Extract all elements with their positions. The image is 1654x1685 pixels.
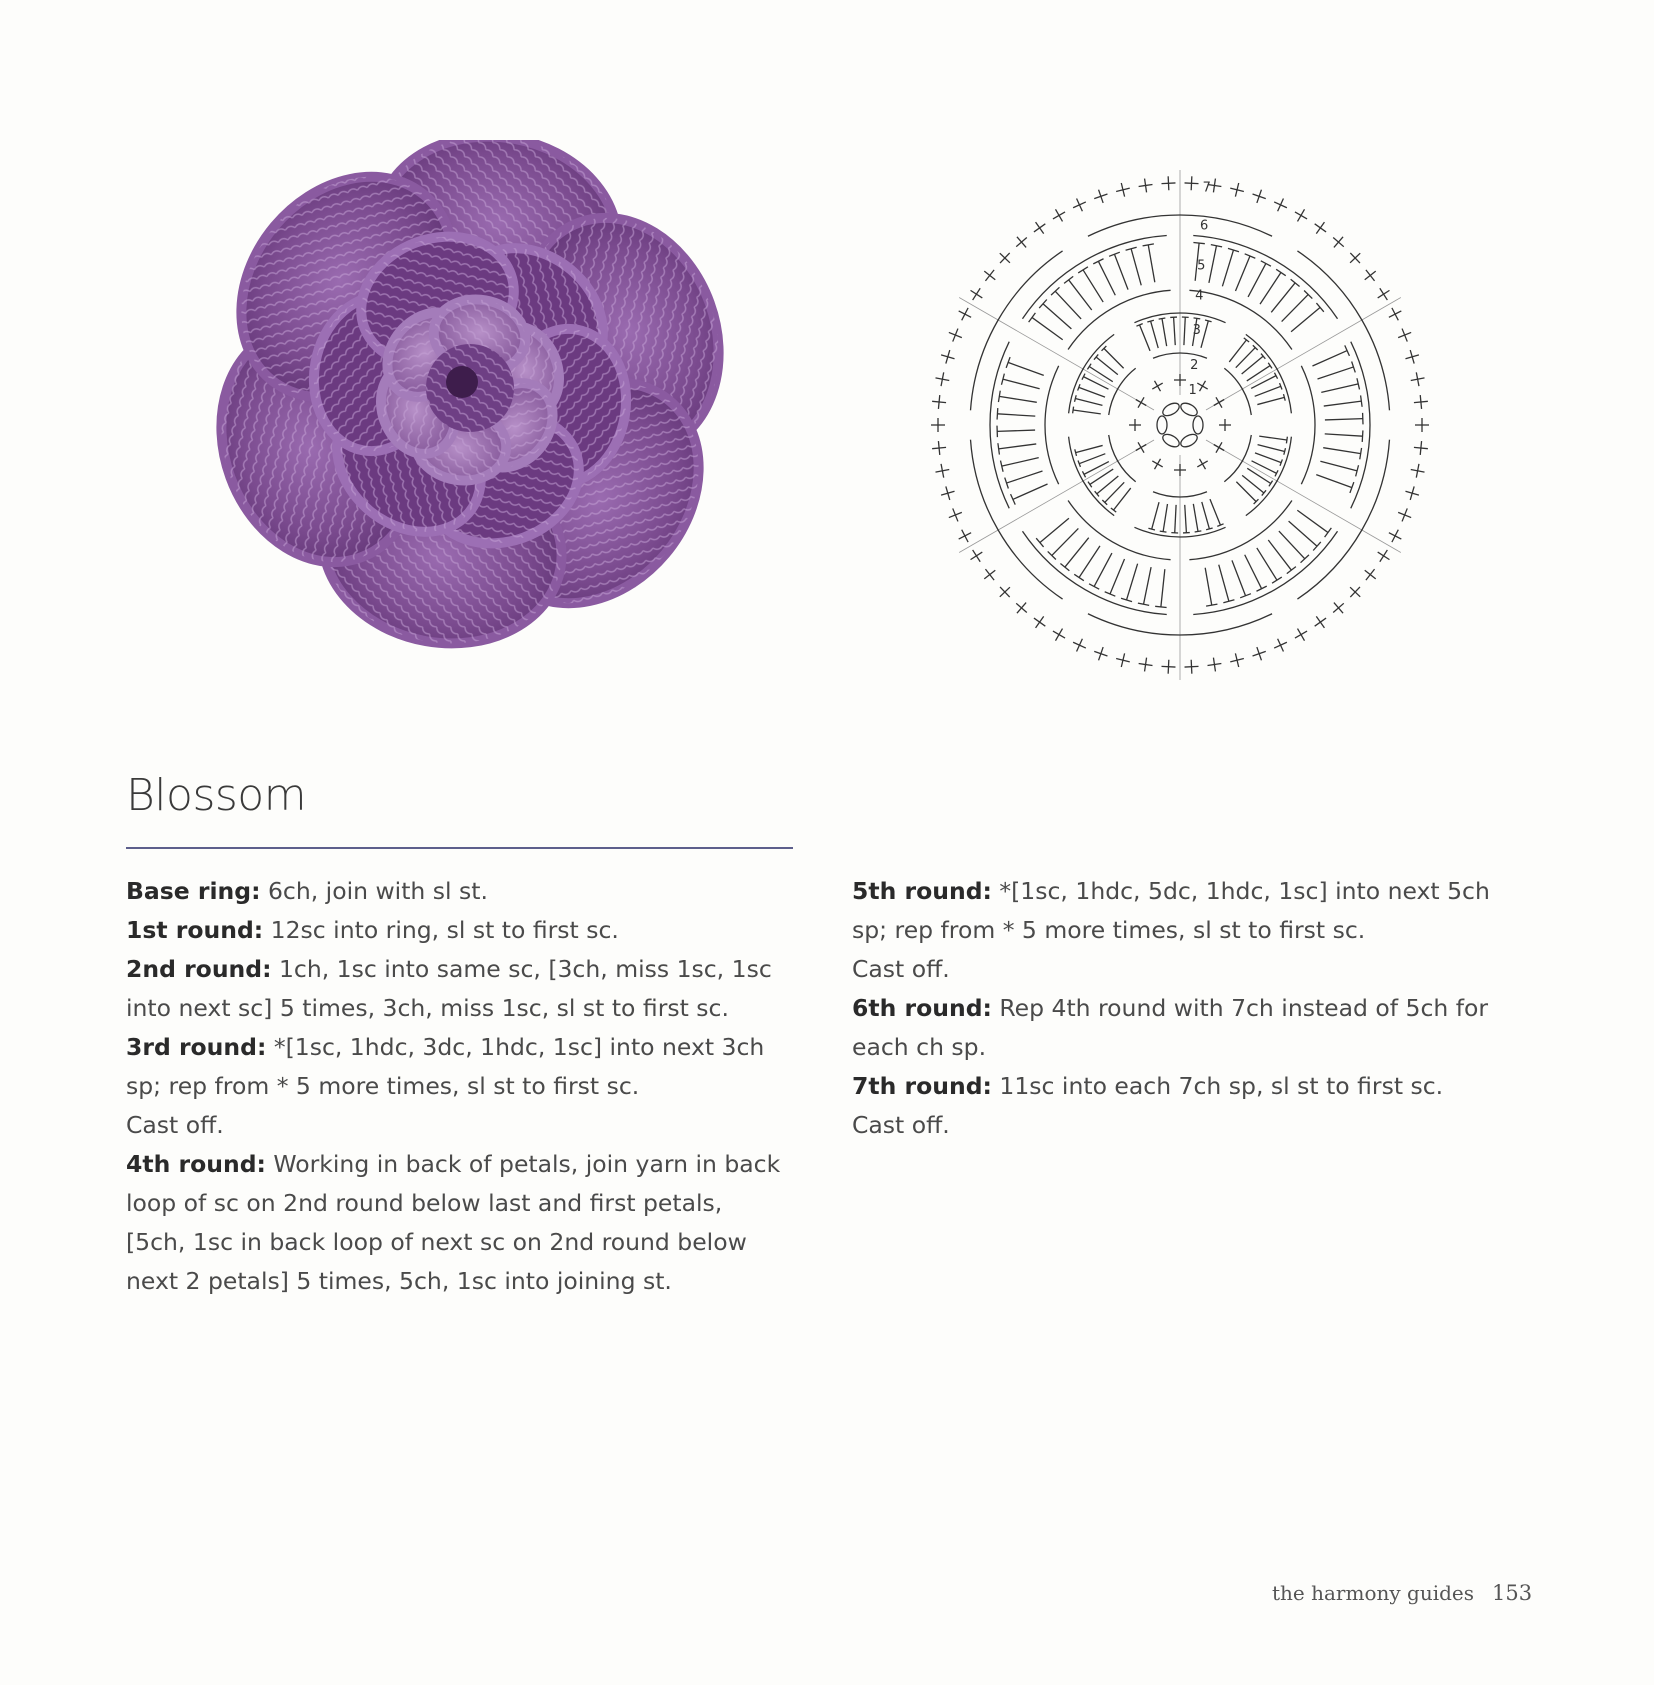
instruction-round-7: 7th round: 11sc into each 7ch sp, sl st to first sc. xyxy=(852,1072,1444,1100)
dc-symbol xyxy=(1161,569,1165,607)
sc-symbol xyxy=(1077,639,1083,652)
sc-symbol xyxy=(1316,222,1324,233)
sc-symbol xyxy=(1136,445,1146,451)
dc-symbol xyxy=(1079,387,1105,397)
dc-symbol xyxy=(1073,407,1074,414)
dc-symbol xyxy=(1060,564,1069,571)
sc-symbol xyxy=(1136,400,1146,406)
dc-symbol xyxy=(1093,259,1103,264)
sc-symbol xyxy=(1278,639,1284,652)
dc-symbol xyxy=(1184,317,1185,345)
instruction-round-6: 6th round: Rep 4th round with 7ch instead of 5ch for each ch sp. xyxy=(852,994,1489,1061)
dc-symbol xyxy=(1140,325,1150,351)
dc-symbol xyxy=(1089,584,1099,589)
dc-symbol xyxy=(1276,269,1286,275)
dc-symbol xyxy=(1075,399,1102,406)
dc-symbol xyxy=(1268,363,1272,369)
instruction-base-ring: Base ring: 6ch, join with sl st. xyxy=(126,877,488,905)
round-number-label: 1 xyxy=(1188,383,1197,399)
dc-symbol xyxy=(1255,386,1281,396)
sc-symbol xyxy=(1389,311,1401,317)
dc-symbol xyxy=(1323,448,1361,454)
dc-symbol xyxy=(1279,531,1305,559)
dc-symbol xyxy=(1325,434,1363,436)
sc-symbol xyxy=(1017,603,1026,614)
chain-symbol xyxy=(1179,432,1200,450)
dc-symbol xyxy=(1148,528,1155,530)
sc-symbol xyxy=(1278,199,1284,212)
instruction-cast-off: Cast off. xyxy=(852,1111,950,1139)
sc-symbol xyxy=(932,447,946,448)
round-number-label: 3 xyxy=(1192,323,1201,339)
sc-symbol xyxy=(1298,629,1305,641)
dc-symbol xyxy=(1073,410,1101,414)
sc-symbol xyxy=(1414,401,1428,402)
sc-symbol xyxy=(1334,237,1343,248)
round-number-label: 4 xyxy=(1195,288,1204,304)
dc-symbol xyxy=(1195,531,1202,532)
sc-symbol xyxy=(1389,533,1401,539)
sc-symbol xyxy=(1200,381,1206,391)
dc-symbol xyxy=(1284,448,1286,455)
dc-symbol xyxy=(1032,317,1063,339)
dc-symbol xyxy=(1261,261,1271,266)
dc-symbol xyxy=(1289,521,1317,546)
dc-symbol xyxy=(999,396,1037,402)
dc-symbol xyxy=(1013,484,1048,499)
dc-symbol xyxy=(1325,419,1363,420)
dc-symbol xyxy=(1201,321,1208,348)
dc-symbol xyxy=(1245,555,1262,589)
chain-arc xyxy=(1193,531,1337,614)
dc-symbol xyxy=(1159,318,1166,319)
dc-symbol xyxy=(1087,364,1091,370)
chain-arc xyxy=(1189,290,1292,349)
dc-symbol xyxy=(1271,283,1295,313)
sc-symbol xyxy=(1155,381,1161,391)
dc-symbol xyxy=(1131,249,1141,286)
dc-symbol xyxy=(997,414,1035,416)
chain-arc xyxy=(1301,366,1315,484)
chain-symbol xyxy=(1161,432,1182,450)
sc-symbol xyxy=(949,512,962,517)
chain-arc xyxy=(1193,235,1337,318)
pattern-title: Blossom xyxy=(126,770,307,821)
sc-symbol xyxy=(1214,400,1224,406)
dc-symbol xyxy=(1287,567,1296,574)
dc-symbol xyxy=(1074,574,1084,580)
sc-symbol xyxy=(1077,199,1083,212)
round-number-label: 5 xyxy=(1197,258,1206,274)
sc-symbol xyxy=(1316,616,1324,627)
sc-symbol xyxy=(1168,660,1169,674)
instruction-cast-off: Cast off. xyxy=(852,955,950,983)
sc-symbol xyxy=(1036,616,1044,627)
dc-symbol xyxy=(1152,502,1159,529)
sc-symbol xyxy=(971,290,983,298)
dc-symbol xyxy=(1114,254,1128,289)
sc-symbol xyxy=(984,271,995,280)
dc-symbol xyxy=(1098,261,1115,295)
dc-symbol xyxy=(1318,367,1354,379)
dc-symbol xyxy=(1252,461,1277,474)
chain-symbol xyxy=(1179,401,1200,419)
guide-line xyxy=(1206,440,1401,553)
dc-symbol xyxy=(1272,577,1282,583)
dc-symbol xyxy=(998,391,1000,402)
dc-symbol xyxy=(1321,384,1358,393)
dc-symbol xyxy=(1147,320,1154,322)
dc-symbol xyxy=(1324,401,1362,406)
dc-symbol xyxy=(1194,318,1201,319)
center-hole xyxy=(446,366,478,398)
sc-symbol xyxy=(1155,459,1161,469)
sc-symbol xyxy=(959,311,971,317)
dc-symbol xyxy=(1079,454,1105,464)
instruction-cast-off: Cast off. xyxy=(126,1111,224,1139)
chain-arc xyxy=(1022,531,1166,614)
sc-symbol xyxy=(1191,176,1192,190)
chain-symbol xyxy=(1193,416,1203,434)
guide-line xyxy=(959,298,1154,411)
sc-symbol xyxy=(1056,629,1063,641)
dc-symbol xyxy=(1312,351,1347,366)
dc-symbol xyxy=(1268,540,1291,570)
dc-symbol xyxy=(1162,319,1167,347)
sc-symbol xyxy=(1365,570,1376,579)
dc-symbol xyxy=(1205,320,1212,322)
dc-symbol xyxy=(1235,256,1250,291)
dc-symbol xyxy=(1069,280,1092,310)
chain-symbol xyxy=(1161,401,1182,419)
dc-symbol xyxy=(1206,528,1213,530)
dc-symbol xyxy=(1257,397,1284,404)
dc-symbol xyxy=(997,408,998,419)
sc-symbol xyxy=(1334,603,1343,614)
sc-symbol xyxy=(1214,445,1224,451)
dc-symbol xyxy=(1083,270,1103,302)
dc-symbol xyxy=(1222,250,1233,286)
chain-symbol xyxy=(1157,416,1167,434)
dc-symbol xyxy=(1219,565,1229,602)
dc-symbol xyxy=(1175,505,1176,533)
dc-symbol xyxy=(1282,294,1309,321)
dc-symbol xyxy=(1029,313,1036,322)
sc-symbol xyxy=(949,332,962,337)
dc-symbol xyxy=(1325,528,1332,537)
dc-symbol xyxy=(1174,317,1176,345)
sc-symbol xyxy=(1365,271,1376,280)
sc-symbol xyxy=(1017,237,1026,248)
dc-symbol xyxy=(1258,445,1285,452)
dc-symbol xyxy=(1260,272,1281,304)
instructions-left-column xyxy=(126,872,786,1301)
dc-symbol xyxy=(999,444,1037,449)
dc-symbol xyxy=(1079,546,1100,578)
dc-symbol xyxy=(1155,606,1166,607)
dc-symbol xyxy=(1232,560,1246,595)
dc-symbol xyxy=(1008,362,1044,375)
dc-symbol xyxy=(1043,304,1071,329)
dc-symbol xyxy=(1248,263,1266,297)
publication-name: the harmony guides xyxy=(1272,1581,1475,1605)
crochet-flower-photo xyxy=(200,140,740,680)
sc-symbol xyxy=(932,401,946,402)
instruction-round-4: 4th round: Working in back of petals, join yarn in back loop of sc on 2nd round below last and first petals, [5ch, 1sc in back loop of next sc on 2nd round below next 2 petals] 5 times, 5ch, 1sc into joining st. xyxy=(126,1150,781,1295)
dc-symbol xyxy=(1316,303,1323,312)
dc-symbol xyxy=(1269,481,1273,487)
dc-symbol xyxy=(1094,553,1112,587)
dc-symbol xyxy=(1076,445,1103,452)
sc-symbol xyxy=(1200,459,1206,469)
dc-symbol xyxy=(1283,394,1285,401)
dc-symbol xyxy=(1040,518,1069,542)
dc-symbol xyxy=(1011,494,1016,505)
dc-symbol xyxy=(998,443,1000,454)
dc-symbol xyxy=(1361,395,1363,406)
dc-symbol xyxy=(1083,377,1108,390)
dc-symbol xyxy=(1088,482,1092,488)
sc-symbol xyxy=(1398,512,1411,517)
dc-symbol xyxy=(1362,430,1363,441)
dc-symbol xyxy=(1002,458,1039,467)
dc-symbol xyxy=(1006,471,1042,483)
dc-symbol xyxy=(1255,453,1281,463)
crochet-symbol-chart xyxy=(880,140,1480,740)
dc-symbol xyxy=(1256,586,1266,591)
sc-symbol xyxy=(959,533,971,539)
dc-symbol xyxy=(1036,538,1043,547)
sc-symbol xyxy=(1414,447,1428,448)
dc-symbol xyxy=(1316,475,1352,488)
dc-symbol xyxy=(1075,449,1077,456)
chain-arc xyxy=(1022,235,1166,318)
dc-symbol xyxy=(1064,276,1073,283)
instruction-round-3: 3rd round: *[1sc, 1hdc, 3dc, 1hdc, 1sc] into next 3ch sp; rep from * 5 more times, sl st to first sc. xyxy=(126,1033,765,1100)
sc-symbol xyxy=(1056,209,1063,221)
dc-symbol xyxy=(1360,448,1362,459)
dc-symbol xyxy=(1286,437,1287,444)
dc-symbol xyxy=(1291,279,1300,286)
dc-symbol xyxy=(1148,245,1155,282)
dc-symbol xyxy=(1151,321,1159,348)
sc-symbol xyxy=(984,570,995,579)
dc-symbol xyxy=(1202,502,1210,529)
dc-symbol xyxy=(1078,267,1088,273)
title-rule xyxy=(126,847,793,849)
dc-symbol xyxy=(1259,436,1287,440)
sc-symbol xyxy=(1398,332,1411,337)
instruction-round-1: 1st round: 12sc into ring, sl st to first sc. xyxy=(126,916,619,944)
dc-symbol xyxy=(1210,499,1220,525)
round-number-label: 2 xyxy=(1190,358,1199,374)
dc-symbol xyxy=(1247,366,1270,381)
chain-arc xyxy=(1045,366,1059,484)
instruction-round-5: 5th round: *[1sc, 1hdc, 5dc, 1hdc, 1sc] into next 5ch sp; rep from * 5 more times, sl st to first sc. xyxy=(852,877,1490,944)
dc-symbol xyxy=(1065,538,1089,568)
dc-symbol xyxy=(1090,469,1113,484)
round-number-label: 6 xyxy=(1199,218,1209,234)
dc-symbol xyxy=(1193,242,1204,243)
page-number: 153 xyxy=(1492,1581,1533,1605)
sc-symbol xyxy=(971,552,983,560)
round-number-label: 7 xyxy=(1202,180,1211,196)
sc-symbol xyxy=(1168,176,1169,190)
sc-symbol xyxy=(1298,209,1305,221)
dc-symbol xyxy=(1126,564,1137,600)
dc-symbol xyxy=(1205,568,1212,605)
dc-symbol xyxy=(1052,528,1079,555)
dc-symbol xyxy=(1055,291,1081,319)
dc-symbol xyxy=(1320,461,1357,471)
dc-symbol xyxy=(1160,531,1167,532)
dc-symbol xyxy=(1297,510,1328,532)
chain-arc xyxy=(1068,500,1171,559)
instruction-round-2: 2nd round: 1ch, 1sc into same sc, [3ch, miss 1sc, 1sc into next sc] 5 times, 3ch, miss 1sc, sl st to first sc. xyxy=(126,955,772,1022)
page-footer xyxy=(1272,1581,1532,1605)
sc-symbol xyxy=(1378,552,1390,560)
dc-symbol xyxy=(1291,307,1320,331)
dc-symbol xyxy=(1345,345,1350,356)
dc-symbol xyxy=(1209,246,1217,283)
dc-symbol xyxy=(1110,559,1125,594)
dc-symbol xyxy=(1257,548,1277,580)
dc-symbol xyxy=(1163,504,1167,532)
instructions-right-column xyxy=(852,872,1512,1145)
dc-symbol xyxy=(1075,395,1077,402)
dc-symbol xyxy=(997,430,1035,431)
sc-symbol xyxy=(1191,660,1192,674)
dc-symbol xyxy=(1193,504,1198,532)
sc-symbol xyxy=(1378,290,1390,298)
dc-symbol xyxy=(1144,567,1152,604)
dc-symbol xyxy=(1003,379,1040,389)
dc-symbol xyxy=(1185,505,1187,533)
sc-symbol xyxy=(1036,222,1044,233)
